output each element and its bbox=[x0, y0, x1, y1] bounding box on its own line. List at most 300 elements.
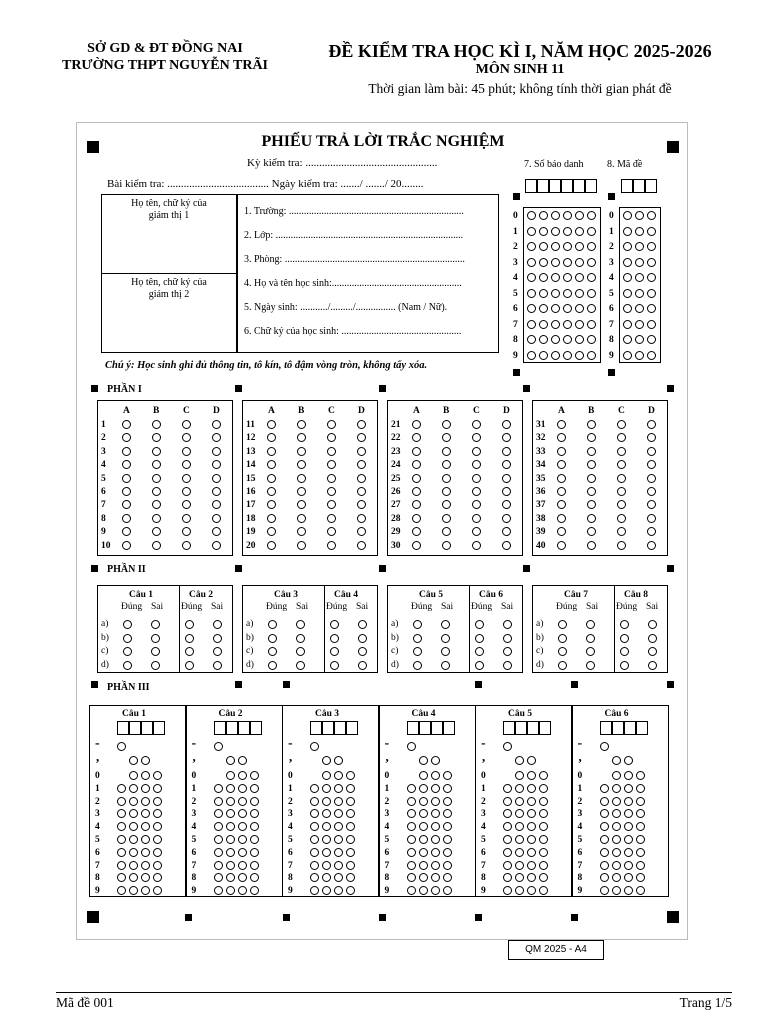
answer-bubble-part1[interactable] bbox=[412, 420, 421, 429]
answer-bubble-digit[interactable] bbox=[636, 771, 645, 780]
answer-bubble-sbd[interactable] bbox=[563, 211, 572, 220]
answer-bubble-made[interactable] bbox=[623, 320, 632, 329]
answer-bubble-false[interactable] bbox=[648, 620, 657, 629]
answer-bubble-digit[interactable] bbox=[407, 848, 416, 857]
answer-bubble-digit[interactable] bbox=[443, 784, 452, 793]
answer-bubble-digit[interactable] bbox=[238, 886, 247, 895]
answer-bubble-true[interactable] bbox=[185, 647, 194, 656]
answer-bubble-digit[interactable] bbox=[431, 784, 440, 793]
answer-bubble-false[interactable] bbox=[586, 620, 595, 629]
answer-bubble-digit[interactable] bbox=[443, 835, 452, 844]
answer-bubble-digit[interactable] bbox=[612, 822, 621, 831]
answer-bubble-part1[interactable] bbox=[412, 487, 421, 496]
answer-bubble-part1[interactable] bbox=[212, 514, 221, 523]
answer-bubble-true[interactable] bbox=[123, 634, 132, 643]
answer-bubble-digit[interactable] bbox=[250, 848, 259, 857]
answer-bubble-part1[interactable] bbox=[212, 447, 221, 456]
answer-bubble-digit[interactable] bbox=[431, 848, 440, 857]
answer-bubble-made[interactable] bbox=[647, 211, 656, 220]
answer-bubble-digit[interactable] bbox=[250, 822, 259, 831]
answer-bubble-part1[interactable] bbox=[122, 420, 131, 429]
answer-bubble-part1[interactable] bbox=[472, 447, 481, 456]
answer-bubble-digit[interactable] bbox=[310, 835, 319, 844]
answer-bubble-digit[interactable] bbox=[117, 835, 126, 844]
answer-bubble-part1[interactable] bbox=[327, 474, 336, 483]
answer-bubble-false[interactable] bbox=[586, 634, 595, 643]
answer-bubble-digit[interactable] bbox=[322, 835, 331, 844]
answer-bubble-digit[interactable] bbox=[636, 835, 645, 844]
answer-bubble-sbd[interactable] bbox=[575, 351, 584, 360]
answer-bubble-part1[interactable] bbox=[502, 541, 511, 550]
answer-bubble-digit[interactable] bbox=[624, 809, 633, 818]
answer-bubble-digit[interactable] bbox=[431, 797, 440, 806]
answer-bubble-digit[interactable] bbox=[153, 848, 162, 857]
answer-bubble-digit[interactable] bbox=[238, 861, 247, 870]
answer-bubble-digit[interactable] bbox=[141, 771, 150, 780]
answer-bubble-part1[interactable] bbox=[587, 514, 596, 523]
answer-bubble-part1[interactable] bbox=[557, 487, 566, 496]
answer-bubble-false[interactable] bbox=[213, 661, 222, 670]
answer-bubble-part1[interactable] bbox=[472, 487, 481, 496]
answer-bubble-part1[interactable] bbox=[617, 447, 626, 456]
answer-bubble-sbd[interactable] bbox=[539, 258, 548, 267]
answer-bubble-false[interactable] bbox=[213, 620, 222, 629]
answer-bubble-sbd[interactable] bbox=[539, 242, 548, 251]
answer-bubble-comma[interactable] bbox=[419, 756, 428, 765]
answer-bubble-sbd[interactable] bbox=[563, 258, 572, 267]
answer-bubble-sbd[interactable] bbox=[575, 320, 584, 329]
answer-bubble-false[interactable] bbox=[151, 661, 160, 670]
made-write-box[interactable] bbox=[621, 179, 633, 193]
answer-bubble-sbd[interactable] bbox=[587, 227, 596, 236]
answer-bubble-digit[interactable] bbox=[503, 784, 512, 793]
answer-bubble-part1[interactable] bbox=[182, 514, 191, 523]
part3-write-box[interactable] bbox=[503, 721, 515, 735]
answer-bubble-made[interactable] bbox=[635, 335, 644, 344]
answer-bubble-sbd[interactable] bbox=[575, 211, 584, 220]
answer-bubble-digit[interactable] bbox=[636, 809, 645, 818]
answer-bubble-sbd[interactable] bbox=[587, 320, 596, 329]
answer-bubble-digit[interactable] bbox=[226, 835, 235, 844]
answer-bubble-part1[interactable] bbox=[442, 541, 451, 550]
answer-bubble-part1[interactable] bbox=[617, 474, 626, 483]
answer-bubble-true[interactable] bbox=[558, 634, 567, 643]
answer-bubble-true[interactable] bbox=[123, 661, 132, 670]
answer-bubble-digit[interactable] bbox=[431, 861, 440, 870]
answer-bubble-digit[interactable] bbox=[129, 848, 138, 857]
answer-bubble-true[interactable] bbox=[413, 620, 422, 629]
answer-bubble-digit[interactable] bbox=[407, 797, 416, 806]
answer-bubble-part1[interactable] bbox=[267, 447, 276, 456]
answer-bubble-false[interactable] bbox=[151, 620, 160, 629]
answer-bubble-digit[interactable] bbox=[419, 784, 428, 793]
answer-bubble-part1[interactable] bbox=[617, 487, 626, 496]
answer-bubble-digit[interactable] bbox=[117, 797, 126, 806]
answer-bubble-digit[interactable] bbox=[334, 784, 343, 793]
answer-bubble-digit[interactable] bbox=[612, 809, 621, 818]
answer-bubble-part1[interactable] bbox=[327, 420, 336, 429]
answer-bubble-true[interactable] bbox=[558, 620, 567, 629]
answer-bubble-digit[interactable] bbox=[539, 848, 548, 857]
answer-bubble-digit[interactable] bbox=[503, 861, 512, 870]
answer-bubble-comma[interactable] bbox=[141, 756, 150, 765]
answer-bubble-sbd[interactable] bbox=[539, 351, 548, 360]
answer-bubble-digit[interactable] bbox=[600, 873, 609, 882]
answer-bubble-digit[interactable] bbox=[214, 886, 223, 895]
answer-bubble-made[interactable] bbox=[635, 211, 644, 220]
answer-bubble-comma[interactable] bbox=[129, 756, 138, 765]
answer-bubble-sbd[interactable] bbox=[575, 242, 584, 251]
answer-bubble-true[interactable] bbox=[185, 634, 194, 643]
answer-bubble-false[interactable] bbox=[358, 634, 367, 643]
answer-bubble-sbd[interactable] bbox=[551, 258, 560, 267]
answer-bubble-minus[interactable] bbox=[117, 742, 126, 751]
answer-bubble-sbd[interactable] bbox=[587, 211, 596, 220]
answer-bubble-sbd[interactable] bbox=[551, 273, 560, 282]
answer-bubble-false[interactable] bbox=[441, 661, 450, 670]
answer-bubble-sbd[interactable] bbox=[575, 273, 584, 282]
answer-bubble-digit[interactable] bbox=[539, 771, 548, 780]
answer-bubble-sbd[interactable] bbox=[551, 335, 560, 344]
answer-bubble-false[interactable] bbox=[441, 620, 450, 629]
answer-bubble-digit[interactable] bbox=[419, 886, 428, 895]
answer-bubble-part1[interactable] bbox=[122, 447, 131, 456]
answer-bubble-digit[interactable] bbox=[612, 771, 621, 780]
answer-bubble-sbd[interactable] bbox=[551, 289, 560, 298]
answer-bubble-sbd[interactable] bbox=[587, 242, 596, 251]
sbd-write-box[interactable] bbox=[525, 179, 537, 193]
answer-bubble-digit[interactable] bbox=[214, 797, 223, 806]
answer-bubble-part1[interactable] bbox=[267, 420, 276, 429]
answer-bubble-digit[interactable] bbox=[226, 809, 235, 818]
answer-bubble-minus[interactable] bbox=[503, 742, 512, 751]
answer-bubble-sbd[interactable] bbox=[563, 335, 572, 344]
answer-bubble-digit[interactable] bbox=[539, 797, 548, 806]
answer-bubble-true[interactable] bbox=[268, 661, 277, 670]
answer-bubble-digit[interactable] bbox=[419, 835, 428, 844]
answer-bubble-sbd[interactable] bbox=[563, 351, 572, 360]
answer-bubble-sbd[interactable] bbox=[539, 304, 548, 313]
answer-bubble-digit[interactable] bbox=[636, 848, 645, 857]
answer-bubble-part1[interactable] bbox=[212, 420, 221, 429]
answer-bubble-digit[interactable] bbox=[214, 848, 223, 857]
answer-bubble-digit[interactable] bbox=[310, 848, 319, 857]
answer-bubble-comma[interactable] bbox=[322, 756, 331, 765]
part3-write-box[interactable] bbox=[117, 721, 129, 735]
answer-bubble-digit[interactable] bbox=[527, 848, 536, 857]
answer-bubble-made[interactable] bbox=[623, 227, 632, 236]
answer-bubble-digit[interactable] bbox=[407, 784, 416, 793]
answer-bubble-digit[interactable] bbox=[624, 784, 633, 793]
answer-bubble-false[interactable] bbox=[151, 634, 160, 643]
answer-bubble-sbd[interactable] bbox=[551, 304, 560, 313]
answer-bubble-true[interactable] bbox=[330, 620, 339, 629]
answer-bubble-digit[interactable] bbox=[334, 848, 343, 857]
answer-bubble-digit[interactable] bbox=[600, 848, 609, 857]
answer-bubble-digit[interactable] bbox=[515, 835, 524, 844]
answer-bubble-part1[interactable] bbox=[152, 541, 161, 550]
answer-bubble-digit[interactable] bbox=[117, 861, 126, 870]
answer-bubble-digit[interactable] bbox=[431, 771, 440, 780]
answer-bubble-digit[interactable] bbox=[250, 809, 259, 818]
part3-write-box[interactable] bbox=[238, 721, 250, 735]
answer-bubble-digit[interactable] bbox=[250, 886, 259, 895]
answer-bubble-false[interactable] bbox=[296, 647, 305, 656]
answer-bubble-digit[interactable] bbox=[443, 861, 452, 870]
answer-bubble-sbd[interactable] bbox=[551, 211, 560, 220]
answer-bubble-digit[interactable] bbox=[250, 797, 259, 806]
answer-bubble-digit[interactable] bbox=[346, 848, 355, 857]
answer-bubble-sbd[interactable] bbox=[587, 258, 596, 267]
answer-bubble-true[interactable] bbox=[475, 661, 484, 670]
answer-bubble-digit[interactable] bbox=[419, 848, 428, 857]
answer-bubble-digit[interactable] bbox=[419, 797, 428, 806]
answer-bubble-digit[interactable] bbox=[612, 886, 621, 895]
answer-bubble-made[interactable] bbox=[623, 242, 632, 251]
answer-bubble-made[interactable] bbox=[647, 335, 656, 344]
answer-bubble-digit[interactable] bbox=[419, 809, 428, 818]
answer-bubble-digit[interactable] bbox=[419, 861, 428, 870]
part3-write-box[interactable] bbox=[443, 721, 455, 735]
answer-bubble-sbd[interactable] bbox=[587, 304, 596, 313]
answer-bubble-part1[interactable] bbox=[212, 541, 221, 550]
answer-bubble-sbd[interactable] bbox=[539, 227, 548, 236]
answer-bubble-part1[interactable] bbox=[557, 474, 566, 483]
answer-bubble-true[interactable] bbox=[620, 647, 629, 656]
answer-bubble-digit[interactable] bbox=[419, 822, 428, 831]
answer-bubble-digit[interactable] bbox=[129, 784, 138, 793]
part3-write-box[interactable] bbox=[322, 721, 334, 735]
answer-bubble-part1[interactable] bbox=[587, 487, 596, 496]
answer-bubble-digit[interactable] bbox=[443, 797, 452, 806]
answer-bubble-sbd[interactable] bbox=[587, 273, 596, 282]
answer-bubble-part1[interactable] bbox=[557, 514, 566, 523]
answer-bubble-part1[interactable] bbox=[122, 541, 131, 550]
part3-write-box[interactable] bbox=[250, 721, 262, 735]
answer-bubble-true[interactable] bbox=[268, 647, 277, 656]
answer-bubble-digit[interactable] bbox=[515, 797, 524, 806]
answer-bubble-digit[interactable] bbox=[250, 835, 259, 844]
answer-bubble-digit[interactable] bbox=[443, 873, 452, 882]
answer-bubble-digit[interactable] bbox=[214, 873, 223, 882]
answer-bubble-digit[interactable] bbox=[624, 797, 633, 806]
answer-bubble-true[interactable] bbox=[475, 647, 484, 656]
answer-bubble-false[interactable] bbox=[586, 647, 595, 656]
answer-bubble-digit[interactable] bbox=[443, 771, 452, 780]
answer-bubble-sbd[interactable] bbox=[563, 320, 572, 329]
answer-bubble-digit[interactable] bbox=[129, 771, 138, 780]
answer-bubble-digit[interactable] bbox=[214, 809, 223, 818]
answer-bubble-digit[interactable] bbox=[153, 797, 162, 806]
answer-bubble-digit[interactable] bbox=[141, 848, 150, 857]
answer-bubble-sbd[interactable] bbox=[527, 351, 536, 360]
answer-bubble-digit[interactable] bbox=[117, 848, 126, 857]
answer-bubble-digit[interactable] bbox=[250, 873, 259, 882]
part3-write-box[interactable] bbox=[624, 721, 636, 735]
answer-bubble-digit[interactable] bbox=[515, 771, 524, 780]
answer-bubble-sbd[interactable] bbox=[527, 211, 536, 220]
answer-bubble-digit[interactable] bbox=[153, 784, 162, 793]
answer-bubble-digit[interactable] bbox=[346, 797, 355, 806]
answer-bubble-made[interactable] bbox=[647, 351, 656, 360]
answer-bubble-comma[interactable] bbox=[612, 756, 621, 765]
answer-bubble-part1[interactable] bbox=[297, 420, 306, 429]
answer-bubble-true[interactable] bbox=[558, 661, 567, 670]
answer-bubble-part1[interactable] bbox=[617, 420, 626, 429]
answer-bubble-sbd[interactable] bbox=[575, 335, 584, 344]
answer-bubble-minus[interactable] bbox=[310, 742, 319, 751]
answer-bubble-made[interactable] bbox=[647, 304, 656, 313]
answer-bubble-digit[interactable] bbox=[527, 861, 536, 870]
answer-bubble-digit[interactable] bbox=[226, 873, 235, 882]
answer-bubble-digit[interactable] bbox=[419, 873, 428, 882]
answer-bubble-part1[interactable] bbox=[357, 474, 366, 483]
answer-bubble-part1[interactable] bbox=[472, 420, 481, 429]
answer-bubble-sbd[interactable] bbox=[527, 304, 536, 313]
answer-bubble-part1[interactable] bbox=[327, 514, 336, 523]
answer-bubble-digit[interactable] bbox=[636, 886, 645, 895]
answer-bubble-comma[interactable] bbox=[624, 756, 633, 765]
answer-bubble-part1[interactable] bbox=[297, 514, 306, 523]
answer-bubble-true[interactable] bbox=[330, 661, 339, 670]
answer-bubble-digit[interactable] bbox=[431, 835, 440, 844]
answer-bubble-digit[interactable] bbox=[322, 784, 331, 793]
answer-bubble-digit[interactable] bbox=[407, 809, 416, 818]
part3-write-box[interactable] bbox=[129, 721, 141, 735]
answer-bubble-part1[interactable] bbox=[617, 514, 626, 523]
part3-write-box[interactable] bbox=[310, 721, 322, 735]
answer-bubble-comma[interactable] bbox=[431, 756, 440, 765]
answer-bubble-false[interactable] bbox=[441, 634, 450, 643]
answer-bubble-digit[interactable] bbox=[431, 809, 440, 818]
answer-bubble-part1[interactable] bbox=[212, 474, 221, 483]
answer-bubble-part1[interactable] bbox=[647, 420, 656, 429]
answer-bubble-sbd[interactable] bbox=[527, 335, 536, 344]
answer-bubble-digit[interactable] bbox=[443, 809, 452, 818]
answer-bubble-digit[interactable] bbox=[431, 822, 440, 831]
answer-bubble-digit[interactable] bbox=[226, 784, 235, 793]
answer-bubble-digit[interactable] bbox=[226, 797, 235, 806]
answer-bubble-digit[interactable] bbox=[238, 848, 247, 857]
answer-bubble-false[interactable] bbox=[648, 647, 657, 656]
answer-bubble-made[interactable] bbox=[647, 242, 656, 251]
answer-bubble-digit[interactable] bbox=[238, 835, 247, 844]
answer-bubble-part1[interactable] bbox=[357, 514, 366, 523]
answer-bubble-digit[interactable] bbox=[226, 771, 235, 780]
answer-bubble-sbd[interactable] bbox=[527, 227, 536, 236]
answer-bubble-part1[interactable] bbox=[647, 447, 656, 456]
answer-bubble-digit[interactable] bbox=[636, 873, 645, 882]
answer-bubble-digit[interactable] bbox=[250, 784, 259, 793]
answer-bubble-made[interactable] bbox=[635, 273, 644, 282]
answer-bubble-false[interactable] bbox=[648, 634, 657, 643]
answer-bubble-made[interactable] bbox=[635, 227, 644, 236]
answer-bubble-digit[interactable] bbox=[600, 809, 609, 818]
answer-bubble-part1[interactable] bbox=[412, 541, 421, 550]
answer-bubble-part1[interactable] bbox=[297, 474, 306, 483]
answer-bubble-sbd[interactable] bbox=[551, 351, 560, 360]
answer-bubble-digit[interactable] bbox=[214, 784, 223, 793]
answer-bubble-made[interactable] bbox=[623, 304, 632, 313]
answer-bubble-part1[interactable] bbox=[472, 541, 481, 550]
answer-bubble-part1[interactable] bbox=[502, 514, 511, 523]
answer-bubble-digit[interactable] bbox=[322, 797, 331, 806]
answer-bubble-part1[interactable] bbox=[267, 487, 276, 496]
answer-bubble-part1[interactable] bbox=[502, 474, 511, 483]
answer-bubble-digit[interactable] bbox=[443, 886, 452, 895]
made-write-box[interactable] bbox=[645, 179, 657, 193]
answer-bubble-digit[interactable] bbox=[129, 797, 138, 806]
answer-bubble-digit[interactable] bbox=[117, 784, 126, 793]
answer-bubble-true[interactable] bbox=[620, 634, 629, 643]
part3-write-box[interactable] bbox=[407, 721, 419, 735]
part3-write-box[interactable] bbox=[539, 721, 551, 735]
answer-bubble-made[interactable] bbox=[635, 304, 644, 313]
answer-bubble-digit[interactable] bbox=[322, 861, 331, 870]
answer-bubble-made[interactable] bbox=[623, 289, 632, 298]
part3-write-box[interactable] bbox=[527, 721, 539, 735]
answer-bubble-sbd[interactable] bbox=[527, 273, 536, 282]
part3-write-box[interactable] bbox=[346, 721, 358, 735]
sbd-write-box[interactable] bbox=[585, 179, 597, 193]
answer-bubble-true[interactable] bbox=[268, 620, 277, 629]
answer-bubble-part1[interactable] bbox=[357, 420, 366, 429]
answer-bubble-digit[interactable] bbox=[238, 873, 247, 882]
answer-bubble-made[interactable] bbox=[623, 258, 632, 267]
part3-write-box[interactable] bbox=[226, 721, 238, 735]
answer-bubble-part1[interactable] bbox=[412, 514, 421, 523]
answer-bubble-sbd[interactable] bbox=[551, 242, 560, 251]
answer-bubble-digit[interactable] bbox=[431, 886, 440, 895]
answer-bubble-digit[interactable] bbox=[503, 835, 512, 844]
answer-bubble-digit[interactable] bbox=[612, 861, 621, 870]
answer-bubble-sbd[interactable] bbox=[587, 335, 596, 344]
answer-bubble-digit[interactable] bbox=[527, 784, 536, 793]
answer-bubble-part1[interactable] bbox=[647, 487, 656, 496]
answer-bubble-part1[interactable] bbox=[442, 514, 451, 523]
part3-write-box[interactable] bbox=[612, 721, 624, 735]
answer-bubble-sbd[interactable] bbox=[563, 304, 572, 313]
answer-bubble-digit[interactable] bbox=[612, 797, 621, 806]
answer-bubble-digit[interactable] bbox=[334, 861, 343, 870]
answer-bubble-digit[interactable] bbox=[238, 809, 247, 818]
part3-write-box[interactable] bbox=[515, 721, 527, 735]
answer-bubble-true[interactable] bbox=[185, 661, 194, 670]
answer-bubble-digit[interactable] bbox=[214, 861, 223, 870]
answer-bubble-digit[interactable] bbox=[624, 861, 633, 870]
answer-bubble-false[interactable] bbox=[213, 634, 222, 643]
answer-bubble-digit[interactable] bbox=[527, 797, 536, 806]
answer-bubble-digit[interactable] bbox=[503, 848, 512, 857]
answer-bubble-sbd[interactable] bbox=[527, 289, 536, 298]
answer-bubble-digit[interactable] bbox=[153, 861, 162, 870]
answer-bubble-true[interactable] bbox=[123, 620, 132, 629]
answer-bubble-part1[interactable] bbox=[152, 487, 161, 496]
answer-bubble-digit[interactable] bbox=[346, 835, 355, 844]
answer-bubble-part1[interactable] bbox=[122, 514, 131, 523]
answer-bubble-digit[interactable] bbox=[636, 822, 645, 831]
answer-bubble-sbd[interactable] bbox=[527, 258, 536, 267]
answer-bubble-digit[interactable] bbox=[238, 797, 247, 806]
answer-bubble-part1[interactable] bbox=[152, 420, 161, 429]
answer-bubble-sbd[interactable] bbox=[527, 242, 536, 251]
answer-bubble-true[interactable] bbox=[268, 634, 277, 643]
sbd-write-box[interactable] bbox=[549, 179, 561, 193]
answer-bubble-minus[interactable] bbox=[600, 742, 609, 751]
answer-bubble-digit[interactable] bbox=[527, 771, 536, 780]
answer-bubble-made[interactable] bbox=[635, 289, 644, 298]
answer-bubble-digit[interactable] bbox=[624, 771, 633, 780]
